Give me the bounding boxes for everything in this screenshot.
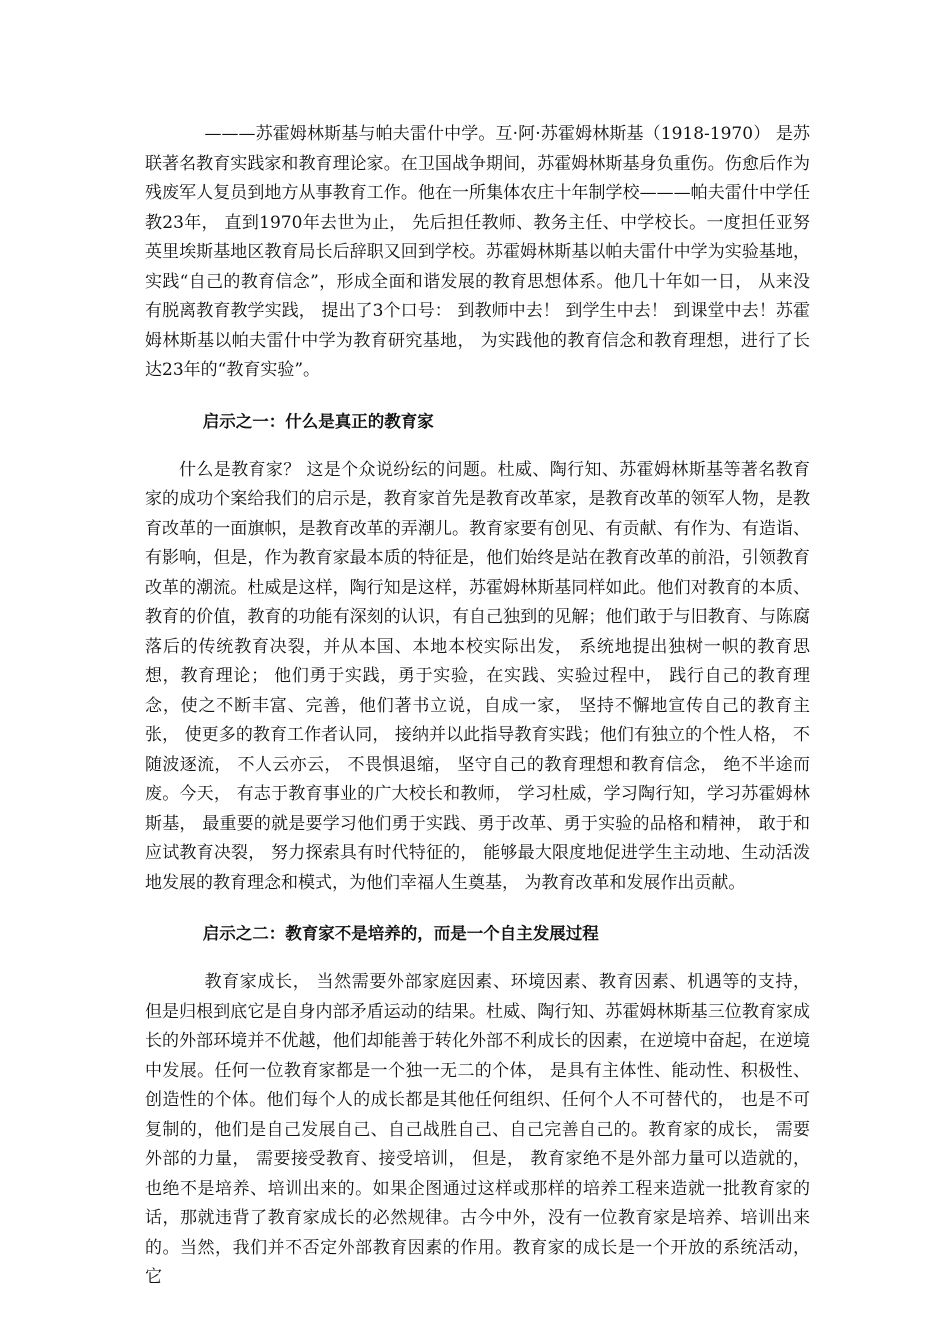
section-heading-2: 启示之二：教育家不是培养的，而是一个自主发展过程 <box>202 924 599 943</box>
section-heading-1: 启示之一：什么是真正的教育家 <box>202 411 434 431</box>
document-body <box>145 120 816 1293</box>
section-2-paragraph: 教育家成长， 当然需要外部家庭因素、环境因素、教育因素、机遇等的支持， 但是归根到底它是自身内部矛盾运动的结果。杜威、陶行知、苏霍姆林斯基三位教育家成长的外部环境并不优越，他们却能善于转化外部不利成长的因素，在逆境中奋起，在逆境中发展。任何一位教育家都是一个独一无二的个体， 是具有主体性、能动性、积极性、创造性的个体。他们每个人的成长都是其他任何组织、任何个人不可替代的， 也是不可复制的，他们是自己发展自己、自己战胜自己、自己完善自己的。教育家的成长， 需要外部的力量， 需要接受教育、接受培训， 但是， 教育家绝不是外部力量可以造就的， 也绝不是培养、培训出来的。如果企图通过这样或那样的培养工程来造就一批教育家的话，那就违背了教育家成长的必然规律。古今中外，没有一位教育家是培养、培训出来的。当然，我们并不否定外部教育因素的作用。教育家的成长是一个开放的系统活动， 它 <box>145 972 816 1287</box>
section-1-paragraph: 什么是教育家？ 这是个众说纷纭的问题。杜威、陶行知、苏霍姆林斯基等著名教育家的成功个案给我们的启示是，教育家首先是教育改革家，是教育改革的领军人物，是教育改革的一面旗帜，是教育改革的弄潮儿。教育家要有创见、有贡献、有作为、有造诣、有影响，但是，作为教育家最本质的特征是，他们始终是站在教育改革的前沿，引领教育改革的潮流。杜威是这样，陶行知是这样，苏霍姆林斯基同样如此。他们对教育的本质、教育的价值，教育的功能有深刻的认识，有自己独到的见解；他们敢于与旧教育、与陈腐落后的传统教育决裂，并从本国、本地本校实际出发， 系统地提出独树一帜的教育思想，教育理论； 他们勇于实践，勇于实验，在实践、实验过程中， 践行自己的教育理念，使之不断丰富、完善，他们著书立说，自成一家， 坚持不懈地宣传自己的教育主张， 使更多的教育工作者认同， 接纳并以此指导教育实践；他们有独立的个性人格， 不随波逐流， 不人云亦云， 不畏惧退缩， 坚守自己的教育理想和教育信念， 绝不半途而废。今天， 有志于教育事业的广大校长和教师， 学习杜威，学习陶行知，学习苏霍姆林斯基， 最重要的就是要学习他们勇于实践、勇于改革、勇于实验的品格和精神， 敢于和应试教育决裂， 努力探索具有时代特征的， 能够最大限度地促进学生主动地、生动活泼地发展的教育理念和模式，为他们幸福人生奠基， 为教育改革和发展作出贡献。 <box>145 459 810 893</box>
intro-paragraph: ———苏霍姆林斯基与帕夫雷什中学。互·阿·苏霍姆林斯基（1918-1970） 是苏联著名教育实践家和教育理论家。在卫国战争期间，苏霍姆林斯基身负重伤。伤愈后作为残废军人复员到地方从事教育工作。他在一所集体农庄十年制学校———帕夫雷什中学任教23年， 直到1970年去世为止， 先后担任教师、教务主任、中学校长。一度担任亚努英里埃斯基地区教育局长后辞职又回到学校。苏霍姆林斯基以帕夫雷什中学为实验基地，实践“自己的教育信念”，形成全面和谐发展的教育思想体系。他几十年如一日， 从来没有脱离教育教学实践， 提出了3个口号： 到教师中去！ 到学生中去！ 到课堂中去！苏霍姆林斯基以帕夫雷什中学为教育研究基地， 为实践他的教育信念和教育理想，进行了长达23年的“教育实验”。 <box>145 124 810 380</box>
